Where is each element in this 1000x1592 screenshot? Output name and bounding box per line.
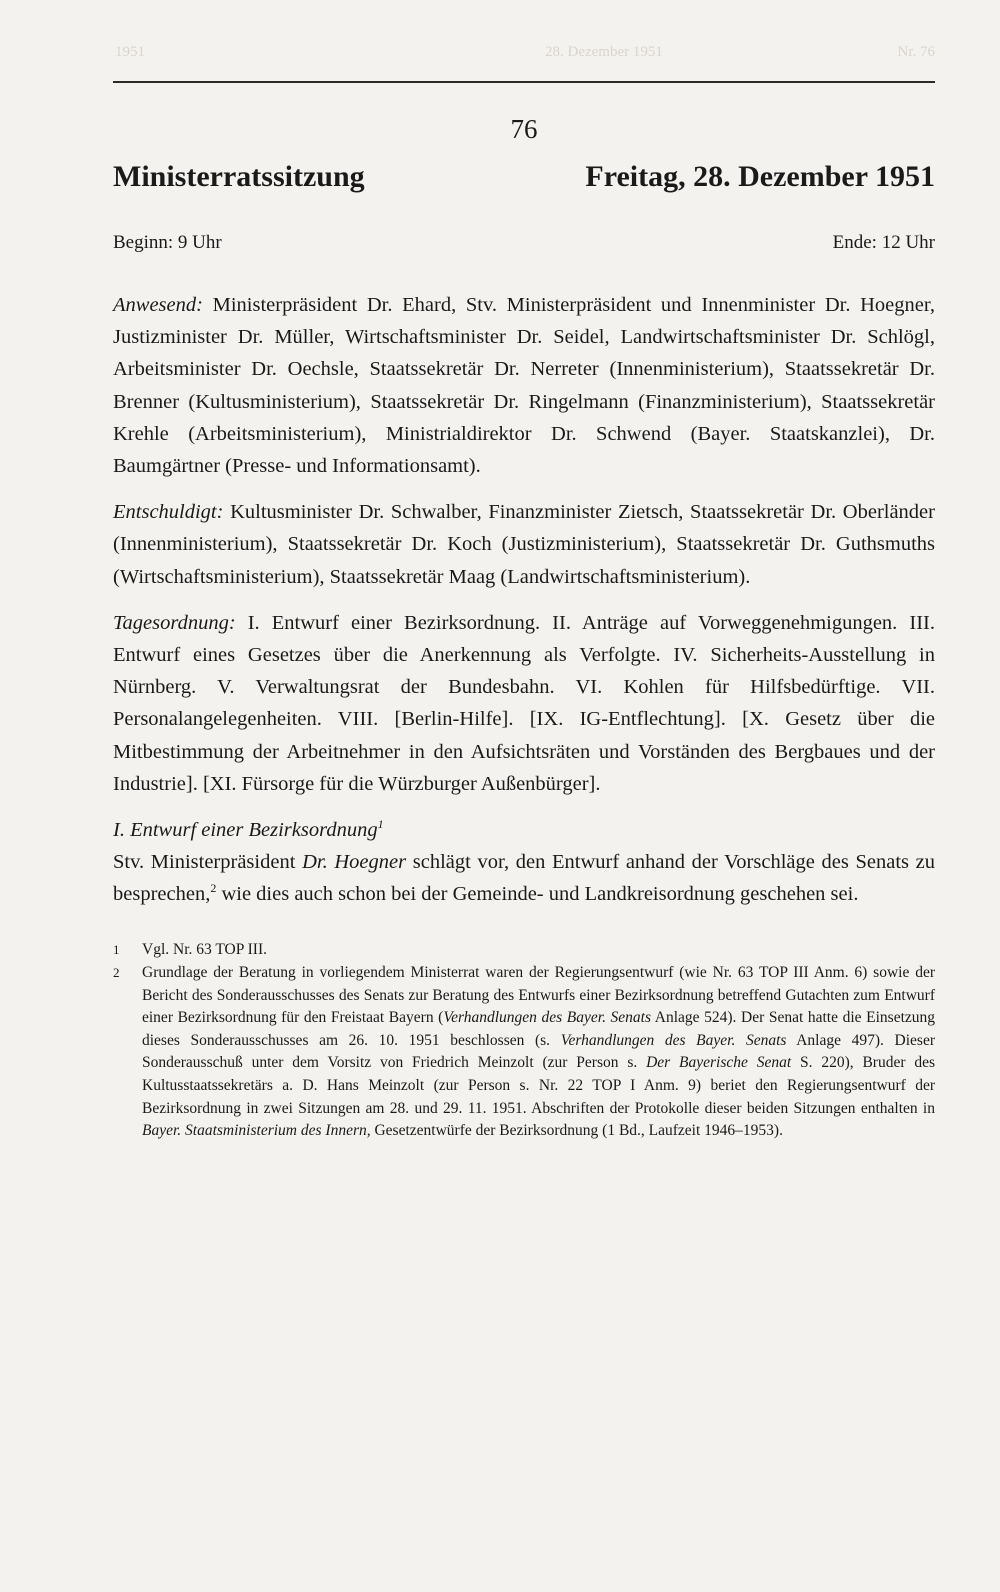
header-rule <box>113 81 935 83</box>
footnote-2-italic-4: Bayer. Staatsministerium des Innern, <box>142 1122 371 1140</box>
section-body-text-c: wie dies auch schon bei der Gemeinde- und Landkreisordnung geschehen sei. <box>216 883 859 906</box>
section-body <box>113 846 935 910</box>
footnote-2-italic-1: Verhandlungen des Bayer. Senats <box>443 1009 652 1027</box>
section-heading-text: I. Entwurf einer Bezirksordnung <box>113 819 378 842</box>
footnote-2-italic-3: Der Bayerische Senat <box>646 1054 792 1072</box>
section-body-text-a: Stv. Ministerpräsident <box>113 851 303 874</box>
agenda-label: Tagesordnung: <box>113 611 236 634</box>
footnote-separator <box>113 934 423 935</box>
footnote-2-part-3: Anlage 497). Dieser Sonderausschuß unter dem Vorsitz von Friedrich Meinzolt (zur Person s. <box>142 1031 935 1072</box>
speaker-name: Dr. Hoegner <box>302 851 407 874</box>
excused-text: Kultusminister Dr. Schwalber, Finanzminister Zietsch, Staatssekretär Dr. Oberländer (Innenministerium), Staatssekretär Dr. Koch (Justizministerium), Staatssekretär Dr. Guthsmuths (Wirtschaftsministerium), Staatssekretär Maag (Landwirtschaftsministerium). <box>113 501 935 588</box>
footnote-2 <box>113 962 935 1143</box>
footnote-2-italic-2: Verhandlungen des Bayer. Senats <box>560 1031 787 1049</box>
page-number: 76 <box>510 114 538 144</box>
running-header-right: Nr. 76 <box>897 44 935 60</box>
footnote-2-part-1: Grundlage der Beratung in vorliegendem Ministerrat waren der Regierungsentwurf (wie Nr. 63 TOP III Anm. 6) sowie der Bericht des Sonderausschusses des Senats zur Beratung des Entwurfs einer Bezirksordnung betreffend Gutachten zum Entwurf einer Bezirksordnung für den Freistaat Bayern ( <box>142 964 935 1027</box>
agenda-paragraph <box>113 607 935 800</box>
excused-paragraph <box>113 496 935 593</box>
footnote-ref-2: 2 <box>210 881 217 896</box>
running-header-left: 1951 <box>115 44 145 60</box>
footnote-text: Vgl. Nr. 63 TOP III. <box>142 941 268 959</box>
footnote-1 <box>113 939 935 962</box>
footnote-number: 2 <box>113 965 120 981</box>
section-body-text-b: schlägt vor, den Entwurf anhand der Vorschläge des Senats zu besprechen, <box>113 851 935 906</box>
attendees-label: Anwesend: <box>113 294 203 316</box>
session-title <box>113 160 935 200</box>
footnote-2-part-4: S. 220), Bruder des Kultusstaatssekretärs a. D. Hans Meinzolt (zur Person s. Nr. 22 TOP I Anm. 9) beriet den Regierungsentwurf der Bezirksordnung in zwei Sitzungen am 28. und 29. 11. 1951. Abschriften der Protokolle dieser beiden Sitzungen enthalten in <box>142 1054 935 1117</box>
footnote-2-part-2: Anlage 524). Der Senat hatte die Einsetzung dieses Sonderausschusses am 26. 10. 1951 beschlossen (s. <box>142 1009 936 1049</box>
begin-time: Beginn: 9 Uhr <box>113 232 222 253</box>
attendees-paragraph <box>113 289 935 482</box>
attendees-text: Ministerpräsident Dr. Ehard, Stv. Ministerpräsident und Innenminister Dr. Hoegner, Justizminister Dr. Müller, Wirtschaftsminister Dr. Seidel, Landwirtschaftsminister Dr. Schlögl, Arbeitsminister Dr. Oechsle, Staatssekretär Dr. Nerreter (Innenministerium), Staatssekretär Dr. Brenner (Kultusministerium), Staatssekretär Dr. Ringelmann (Finanzministerium), Staatssekretär Krehle (Arbeitsministerium), Ministrialdirektor Dr. Schwend (Bayer. Staatskanzlei), Dr. Baumgärtner (Presse- und Informationsamt). <box>113 294 935 478</box>
session-times <box>113 232 935 262</box>
agenda-text: I. Entwurf einer Bezirksordnung. II. Anträge auf Vorweggenehmigungen. III. Entwurf eines Gesetzes über die Anerkennung als Verfolgte. IV. Sicherheits-Ausstellung in Nürnberg. V. Verwaltungsrat der Bundesbahn. VI. Kohlen für Hilfsbedürftige. VII. Personalangelegenheiten. VIII. [Berlin-Hilfe]. [IX. IG-Entflechtung]. [X. Gesetz über die Mitbestimmung der Arbeitnehmer in den Aufsichtsräten und Vorständen des Bergbaues und der Industrie]. [XI. Fürsorge für die Würzburger Außenbürger]. <box>113 611 935 795</box>
section-heading-footnote-ref: 1 <box>377 817 384 832</box>
running-header-center: 28. Dezember 1951 <box>545 44 663 60</box>
page-content <box>113 110 935 1143</box>
footnote-number: 1 <box>113 942 120 958</box>
section-heading <box>113 814 935 846</box>
footnote-text <box>142 962 935 1143</box>
footnote-2-part-5: Gesetzentwürfe der Bezirksordnung (1 Bd., Laufzeit 1946–1953). <box>370 1122 783 1140</box>
excused-label: Entschuldigt: <box>113 501 224 524</box>
end-time: Ende: 12 Uhr <box>832 232 935 253</box>
session-title-date: Freitag, 28. Dezember 1951 <box>585 160 935 193</box>
session-title-left: Ministerratssitzung <box>113 160 365 193</box>
